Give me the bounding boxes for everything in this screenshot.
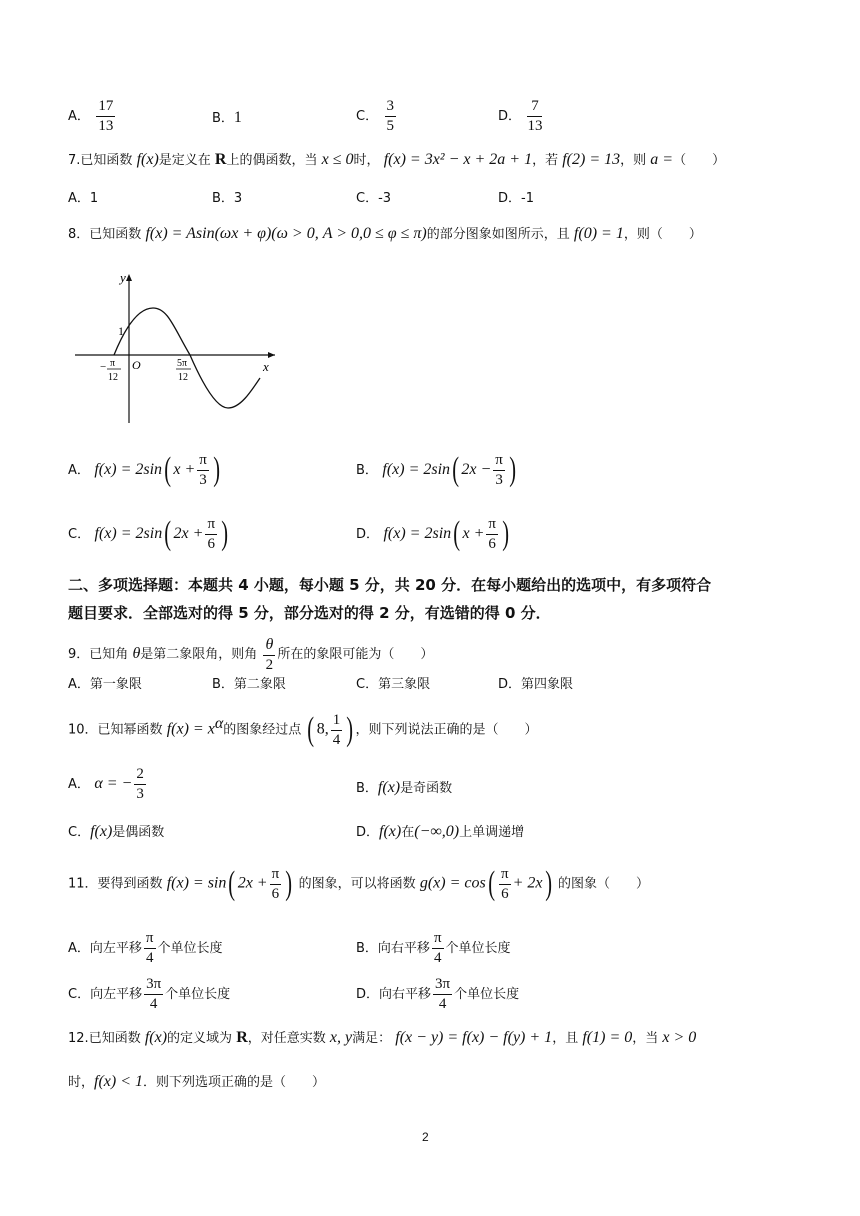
q7-option-b: B．3 <box>212 191 243 206</box>
page-number: 2 <box>422 1130 429 1144</box>
math: f(x) <box>136 151 159 168</box>
y-axis-arrow <box>126 274 132 281</box>
left-tick-den: 12 <box>108 372 118 383</box>
q8-option-d: D． f(x) = 2sin( x + $\frac{\pi}{6}$ ) <box>356 515 510 552</box>
q8-option-b: B． f(x) = 2sin( 2x − $\frac{\pi}{3}$ ) <box>356 451 516 488</box>
q9-option-c: C．第三象限 <box>356 677 431 692</box>
q10-option-d: D．f(x)在(−∞,0)上单调递增 <box>356 823 525 840</box>
q8-option-a: A． f(x) = 2sin( x + $\frac{\pi}{3}$ ) <box>68 451 220 488</box>
y-intercept-label: 1 <box>118 324 124 338</box>
q10-option-c: C．f(x)是偶函数 <box>68 823 165 840</box>
fraction: $\frac{3}{5}$ <box>386 98 395 134</box>
q11-option-a: A．向左平移 $\frac{\pi}{4}$ 个单位长度 <box>68 930 223 966</box>
neg-sign: − <box>100 361 107 373</box>
q7-option-d: D．-1 <box>498 191 534 206</box>
q11-option-b: B．向右平移 $\frac{\pi}{4}$ 个单位长度 <box>356 930 511 966</box>
question-10: 10．已知幂函数 $f(x) = x^\alpha$的图象经过点 ( 8, $\frac{1}{4}$ ) ，则下列说法正确的是（ ） <box>68 711 538 748</box>
question-8: 8．已知函数 f(x) = Asin(ωx + φ)(ω > 0, A > 0,0 ≤ φ ≤ π)的部分图象如图所示，且 f(0) = 1，则（ ） <box>68 225 702 242</box>
y-label: y <box>120 270 126 285</box>
right-tick-num: 5π <box>177 358 188 369</box>
left-tick-num: π <box>110 358 116 369</box>
question-9: 9．已知角 θ是第二象限角，则角 $\frac{\theta}{2}$ 所在的象限可能为（ ） <box>68 636 434 673</box>
question-12: 12.已知函数 f(x)的定义域为 R，对任意实数 x, y满足： f(x − y) = f(x) − f(y) + 1，且 f(1) = 0，当 x > 0 <box>68 1029 697 1046</box>
q7-option-c: C．-3 <box>356 191 392 206</box>
fraction: $\frac{7}{13}$ <box>527 98 543 134</box>
question-7: 7.已知函数 f(x)是定义在 R上的偶函数，当 x ≤ 0时， f(x) = 3x² − x + 2a + 1，若 f(2) = 13，则 a =（ ） <box>68 151 726 168</box>
origin-label: O <box>132 358 141 372</box>
q9-option-b: B．第二象限 <box>212 677 286 692</box>
option-a-top <box>68 98 117 134</box>
section-heading-line1: 二、多项选择题：本题共 4 小题，每小题 5 分，共 20 分．在每小题给出的选项中，有多项符合 <box>68 576 712 594</box>
option-d-top: D． $\frac{7}{13}$ <box>498 98 543 134</box>
q10-option-b: B．f(x)是奇函数 <box>356 779 453 796</box>
q10-option-a: A． α = − $\frac{2}{3}$ <box>68 766 144 802</box>
sine-graph <box>70 268 285 428</box>
fraction: $\frac{17}{13}$ <box>98 98 114 134</box>
option-c-top: C． $\frac{3}{5}$ <box>356 98 395 134</box>
option-label: A． <box>68 109 90 124</box>
question-11: 11．要得到函数 f(x) = sin( 2x + $\frac{\pi}{6}$ ) 的图象，可以将函数 g(x) = cos( $\frac{\pi}{6}$ + 2x) 的图象（ ） <box>68 865 649 902</box>
q9-option-d: D．第四象限 <box>498 677 574 692</box>
right-tick-den: 12 <box>178 372 188 383</box>
x-label: x <box>263 359 269 374</box>
q11-option-c: C．向左平移 $\frac{3\pi}{4}$ 个单位长度 <box>68 976 231 1012</box>
q7-option-a: A．1 <box>68 191 99 206</box>
q11-option-d: D．向右平移 $\frac{3\pi}{4}$ 个单位长度 <box>356 976 520 1012</box>
q8-option-c: C． f(x) = 2sin( 2x + $\frac{\pi}{6}$ ) <box>68 515 229 552</box>
q9-option-a: A．第一象限 <box>68 677 142 692</box>
question-12-line2: 时，f(x) < 1．则下列选项正确的是（ ） <box>68 1073 326 1090</box>
option-b-top: B．1 <box>212 109 242 126</box>
section-heading-line2: 题目要求．全部选对的得 5 分，部分选对的得 2 分，有选错的得 0 分． <box>68 604 551 622</box>
x-axis-arrow <box>268 352 275 358</box>
